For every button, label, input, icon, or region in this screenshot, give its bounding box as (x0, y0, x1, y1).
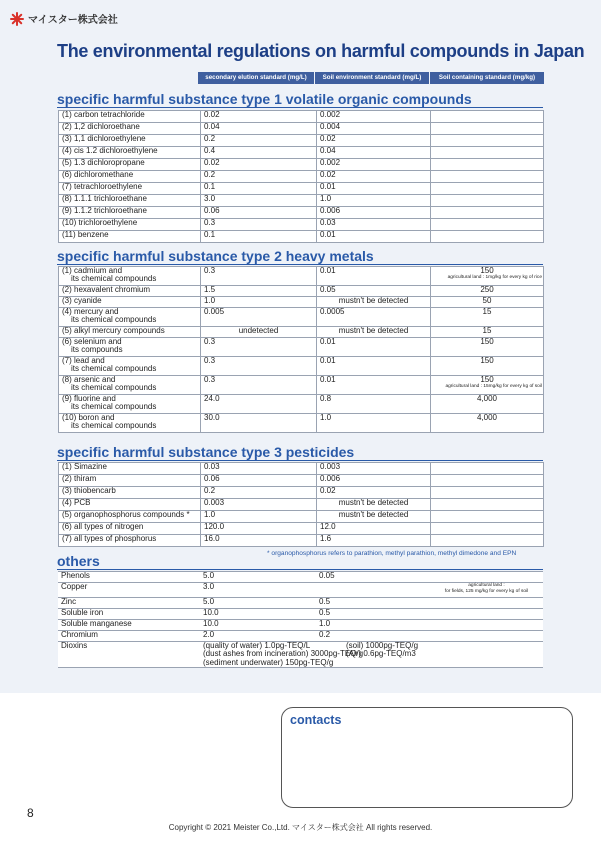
soil-environment-value: 0.03 (317, 219, 431, 231)
substance-name-cell (59, 159, 201, 171)
table-row (59, 231, 544, 243)
table-row (59, 475, 544, 487)
secondary-elution-value: 0.2 (201, 135, 317, 147)
substance-name: (10) trichloroethylene (62, 218, 138, 227)
soil-environment-value: 0.5 (316, 598, 430, 609)
substance-name: (7) tetrachloroethylene (62, 182, 143, 191)
substance-name: (7) all types of phosphorus (62, 534, 157, 543)
soil-environment-value: 0.5 (316, 609, 430, 620)
soil-containing-cell (431, 135, 544, 147)
substance-name: (2) 1,2 dichloroethane (62, 122, 140, 131)
table-row (59, 327, 544, 338)
soil-environment-value: 1.6 (317, 535, 431, 547)
dioxins-standard: (quality of water) 1.0pg-TEQ/L (203, 641, 311, 650)
substance-name-cell (59, 475, 201, 487)
table-row (59, 297, 544, 308)
table-row (59, 376, 544, 395)
substance-name: (8) 1.1.1 trichloroethane (62, 194, 147, 203)
table-row (58, 620, 543, 631)
contacts-box (281, 707, 573, 808)
dioxins-standard: (sediment underwater) 150pg-TEQ/g (203, 657, 334, 667)
substance-name-cell (59, 183, 201, 195)
column-header-soil-containing: Soil containing standard (mg/kg) (430, 72, 544, 84)
soil-containing-cell (431, 219, 544, 231)
substance-name: (4) PCB (62, 498, 91, 507)
substance-name: (8) arsenic and (62, 375, 116, 384)
soil-environment-value: mustn't be detected (317, 327, 431, 338)
secondary-elution-value: 0.3 (201, 357, 317, 376)
soil-environment-value: mustn't be detected (317, 511, 431, 523)
secondary-elution-value: 120.0 (201, 523, 317, 535)
secondary-elution-value: 0.2 (201, 487, 317, 499)
substance-name-cell (59, 338, 201, 357)
dioxins-standard: (Air) 0.6pg-TEQ/m3 (346, 649, 416, 659)
substance-name-cell (59, 195, 201, 207)
soil-containing-cell (431, 123, 544, 135)
substance-name: (6) selenium and (62, 337, 122, 346)
secondary-elution-value: 30.0 (201, 414, 317, 433)
secondary-elution-value: 3.0 (201, 195, 317, 207)
soil-environment-value: 0.002 (317, 159, 431, 171)
soil-environment-value: 0.8 (317, 395, 431, 414)
soil-containing-cell (431, 231, 544, 243)
secondary-elution-value: 5.0 (200, 598, 316, 609)
soil-environment-value: 0.04 (317, 147, 431, 159)
substance-name-cell (59, 297, 201, 308)
secondary-elution-value: 16.0 (201, 535, 317, 547)
soil-containing-cell (431, 308, 544, 327)
table-type2 (58, 266, 544, 433)
soil-containing-cell (431, 395, 544, 414)
secondary-elution-value: 0.4 (201, 147, 317, 159)
soil-environment-value: 0.02 (317, 135, 431, 147)
table-row (58, 609, 543, 620)
table-row (59, 395, 544, 414)
substance-name: (3) cyanide (62, 296, 102, 305)
section-divider (57, 107, 543, 108)
secondary-elution-value: 1.5 (201, 286, 317, 297)
dioxins-standard: (soil) 1000pg-TEQ/g (346, 641, 419, 650)
table-row (58, 598, 543, 609)
asterisk-logo-icon (10, 12, 24, 26)
section-heading-others: others (57, 553, 100, 569)
soil-environment-value: 1.0 (316, 620, 430, 631)
soil-environment-value: mustn't be detected (317, 499, 431, 511)
soil-containing-cell (431, 159, 544, 171)
substance-name: Zinc (58, 598, 200, 609)
secondary-elution-value: 0.003 (201, 499, 317, 511)
agricultural-land-note: agricultural land : 15mg/kg for every kg of soil (445, 384, 542, 390)
soil-containing-cell (431, 111, 544, 123)
secondary-elution-value: 0.3 (201, 376, 317, 395)
company-logo (10, 11, 118, 26)
table-row (59, 414, 544, 433)
secondary-elution-value: 24.0 (201, 395, 317, 414)
soil-containing-cell (431, 171, 544, 183)
soil-containing-value: 150 (480, 337, 494, 346)
substance-name-cell (59, 147, 201, 159)
secondary-elution-value: undetected (201, 327, 317, 338)
table-type1 (58, 110, 544, 243)
secondary-elution-value: 2.0 (200, 631, 316, 642)
soil-environment-value: 0.006 (317, 475, 431, 487)
empty-cell (430, 642, 543, 668)
soil-environment-value: 0.003 (317, 463, 431, 475)
substance-name-cell (59, 523, 201, 535)
organophosphorus-footnote: * organophosphorus refers to parathion, methyl parathion, methyl dimedone and EPN (267, 550, 517, 557)
soil-containing-cell (430, 609, 543, 620)
soil-containing-cell (431, 207, 544, 219)
soil-environment-value: 1.0 (317, 414, 431, 433)
column-header-secondary-elution: secondary elution standard (mg/L) (198, 72, 314, 84)
substance-name: Phenols (58, 572, 200, 583)
substance-name: (3) thiobencarb (62, 486, 116, 495)
substance-name-cell (59, 219, 201, 231)
secondary-elution-value: 3.0 (200, 583, 316, 598)
substance-name: (2) thiram (62, 474, 97, 483)
agricultural-land-note-detail: for fields, 125 mg/kg for every kg of soil (444, 588, 529, 594)
agricultural-land-note: agricultural land : 1mg/kg for every kg of rice (447, 275, 542, 281)
substance-name-cell (59, 231, 201, 243)
secondary-elution-value: 0.3 (201, 219, 317, 231)
soil-containing-cell (431, 376, 544, 395)
soil-environment-value: 0.02 (317, 487, 431, 499)
secondary-elution-value: 10.0 (200, 620, 316, 631)
table-row (59, 511, 544, 523)
substance-name-cell (59, 171, 201, 183)
substance-name-sub: its chemical compounds (71, 315, 157, 325)
section-divider (57, 569, 543, 570)
soil-containing-value: 15 (482, 326, 492, 335)
substance-name-cell (59, 395, 201, 414)
secondary-elution-value: 0.005 (201, 308, 317, 327)
copyright: Copyright © 2021 Meister Co.,Ltd. マイスター株式会社 All rights reserved. (168, 823, 433, 832)
soil-environment-value: 1.0 (317, 195, 431, 207)
table-row (59, 123, 544, 135)
soil-environment-value (316, 583, 430, 598)
table-row (59, 219, 544, 231)
soil-containing-cell (431, 463, 544, 475)
substance-name-cell (59, 535, 201, 547)
substance-name-cell (59, 207, 201, 219)
substance-name-sub: its chemical compounds (71, 383, 157, 393)
table-row (59, 195, 544, 207)
substance-name-cell (59, 111, 201, 123)
soil-containing-cell (431, 414, 544, 433)
soil-containing-value: 150 (480, 266, 494, 275)
soil-environment-value: mustn't be detected (317, 297, 431, 308)
soil-containing-value: 250 (480, 285, 494, 294)
soil-containing-cell (431, 499, 544, 511)
substance-name: (1) carbon tetrachloride (62, 110, 145, 119)
substance-name-cell (59, 463, 201, 475)
soil-containing-cell (431, 286, 544, 297)
soil-containing-cell (431, 297, 544, 308)
table-row-dioxins (58, 642, 543, 668)
soil-containing-cell (430, 620, 543, 631)
secondary-elution-value: 0.03 (201, 463, 317, 475)
substance-name: Chromium (58, 631, 200, 642)
table-row (58, 572, 543, 583)
soil-environment-value: 0.05 (317, 286, 431, 297)
secondary-elution-value: 0.2 (201, 171, 317, 183)
table-row (59, 487, 544, 499)
soil-environment-value: 0.02 (317, 171, 431, 183)
soil-containing-value: 150 (480, 375, 494, 384)
substance-name: (1) cadmium and (62, 266, 123, 275)
substance-name: Dioxins (58, 642, 200, 668)
table-row (59, 535, 544, 547)
soil-environment-value: 0.006 (317, 207, 431, 219)
substance-name-sub: its chemical compounds (71, 364, 157, 374)
table-row (59, 267, 544, 286)
soil-containing-cell (430, 598, 543, 609)
soil-containing-cell (430, 583, 543, 598)
logo-text: マイスター株式会社 (28, 15, 118, 26)
soil-environment-value: 0.01 (317, 357, 431, 376)
substance-name: Soluble manganese (58, 620, 200, 631)
soil-environment-value: 0.004 (317, 123, 431, 135)
secondary-elution-value: 0.3 (201, 338, 317, 357)
substance-name: (5) alkyl mercury compounds (62, 326, 165, 335)
substance-name-cell (59, 327, 201, 338)
dioxins-standards-left (200, 641, 364, 668)
secondary-elution-value: 1.0 (201, 297, 317, 308)
table-row (58, 583, 543, 598)
substance-name: (7) lead and (62, 356, 105, 365)
column-header-soil-environment: Soil environment standard (mg/L) (315, 72, 429, 84)
table-row (59, 183, 544, 195)
substance-name-cell (59, 286, 201, 297)
substance-name-cell (59, 376, 201, 395)
section-heading-type2: specific harmful substance type 2 heavy metals (57, 248, 374, 264)
soil-containing-value: 4,000 (476, 413, 498, 422)
soil-containing-value: 15 (482, 307, 492, 316)
substance-name: Copper (58, 583, 200, 598)
soil-containing-cell (431, 183, 544, 195)
substance-name-cell (59, 487, 201, 499)
soil-environment-value: 0.01 (317, 267, 431, 286)
soil-containing-cell (431, 523, 544, 535)
soil-containing-value: 4,000 (476, 394, 498, 403)
substance-name: (3) 1,1 dichloroethylene (62, 134, 146, 143)
soil-environment-value: 0.01 (317, 231, 431, 243)
soil-environment-value: 12.0 (317, 523, 431, 535)
table-row (59, 308, 544, 327)
table-row (58, 631, 543, 642)
soil-environment-value: 0.05 (316, 572, 430, 583)
soil-containing-cell (431, 535, 544, 547)
soil-environment-value: 0.01 (317, 338, 431, 357)
soil-containing-cell (431, 511, 544, 523)
soil-containing-cell (431, 327, 544, 338)
table-row (59, 171, 544, 183)
secondary-elution-value: 0.06 (201, 475, 317, 487)
substance-name-cell (59, 308, 201, 327)
section-divider (57, 460, 543, 461)
substance-name: (10) boron and (62, 413, 115, 422)
section-heading-type3: specific harmful substance type 3 pesticides (57, 444, 355, 460)
soil-containing-cell (430, 572, 543, 583)
secondary-elution-value: 0.1 (201, 231, 317, 243)
soil-environment-value: 0.01 (317, 376, 431, 395)
dioxins-standard: (dust ashes from incineration) 3000pg-TEQ/g (203, 649, 364, 659)
substance-name-sub: its chemical compounds (71, 402, 157, 412)
substance-name-cell (59, 511, 201, 523)
contacts-title: contacts (290, 713, 342, 727)
table-row (59, 286, 544, 297)
soil-containing-cell (431, 338, 544, 357)
secondary-elution-value: 0.06 (201, 207, 317, 219)
table-row (59, 159, 544, 171)
table-row (59, 111, 544, 123)
secondary-elution-value: 1.0 (201, 511, 317, 523)
table-row (59, 499, 544, 511)
page-title: The environmental regulations on harmful compounds in Japan (57, 41, 585, 61)
table-row (59, 207, 544, 219)
secondary-elution-value: 0.3 (201, 267, 317, 286)
table-row (59, 523, 544, 535)
soil-containing-cell (431, 487, 544, 499)
substance-name-cell (59, 414, 201, 433)
substance-name: (2) hexavalent chromium (62, 285, 151, 294)
substance-name: (5) 1.3 dichloropropane (62, 158, 145, 167)
table-row (59, 147, 544, 159)
substance-name: (9) 1.1.2 trichloroethane (62, 206, 147, 215)
substance-name: (9) fluorine and (62, 394, 116, 403)
soil-containing-cell (431, 475, 544, 487)
secondary-elution-value: 10.0 (200, 609, 316, 620)
soil-containing-value: 150 (480, 356, 494, 365)
soil-containing-cell (431, 147, 544, 159)
soil-environment-value: 0.01 (317, 183, 431, 195)
substance-name-cell (59, 357, 201, 376)
soil-environment-value: 0.2 (316, 631, 430, 642)
secondary-elution-value: 0.02 (201, 159, 317, 171)
substance-name: (11) benzene (62, 230, 109, 239)
soil-containing-value: 50 (482, 296, 492, 305)
section-heading-type1: specific harmful substance type 1 volatile organic compounds (57, 91, 472, 107)
substance-name: (4) mercury and (62, 307, 119, 316)
table-row (59, 357, 544, 376)
table-row (59, 135, 544, 147)
secondary-elution-value: 0.1 (201, 183, 317, 195)
secondary-elution-value: 0.02 (201, 111, 317, 123)
soil-containing-cell (431, 195, 544, 207)
soil-environment-value: 0.0005 (317, 308, 431, 327)
substance-name-cell (59, 135, 201, 147)
soil-containing-cell (431, 357, 544, 376)
soil-containing-cell (430, 631, 543, 642)
substance-name-sub: its compounds (71, 345, 123, 355)
soil-environment-value: 0.002 (317, 111, 431, 123)
substance-name: Soluble iron (58, 609, 200, 620)
page-number: 8 (27, 806, 34, 820)
section-divider (57, 264, 543, 265)
secondary-elution-value: 0.04 (201, 123, 317, 135)
substance-name-sub: its chemical compounds (71, 421, 157, 431)
substance-name: (1) Simazine (62, 462, 107, 471)
substance-name: (4) cis 1.2 dichloroethylene (62, 146, 158, 155)
table-type3 (58, 462, 544, 547)
table-row (59, 463, 544, 475)
substance-name-sub: its chemical compounds (71, 274, 157, 284)
substance-name: (5) organophosphorus compounds * (62, 510, 190, 519)
substance-name-cell (59, 123, 201, 135)
soil-containing-cell (431, 267, 544, 286)
substance-name: (6) all types of nitrogen (62, 522, 144, 531)
substance-name-cell (59, 499, 201, 511)
agricultural-land-note: agricultural land : (468, 583, 505, 588)
substance-name-cell (59, 267, 201, 286)
table-others (58, 571, 543, 668)
table-row (59, 338, 544, 357)
secondary-elution-value: 5.0 (200, 572, 316, 583)
substance-name: (6) dichloromethane (62, 170, 134, 179)
